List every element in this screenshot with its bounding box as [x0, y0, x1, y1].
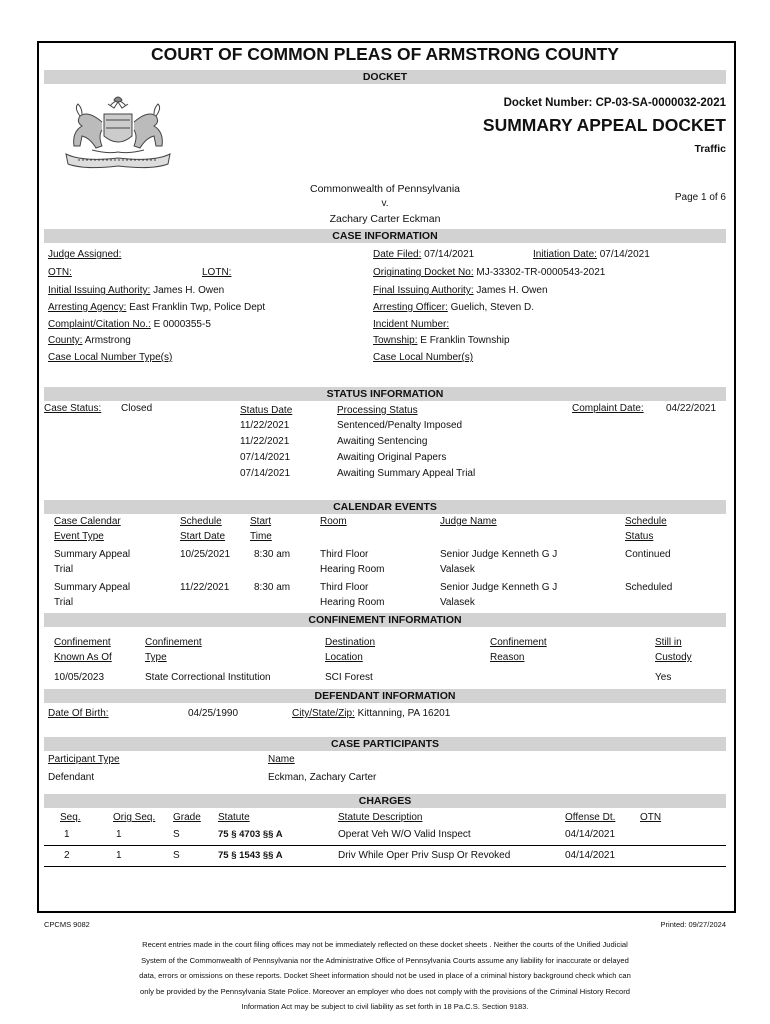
judge-assigned-label: Judge Assigned:: [48, 249, 122, 260]
charge-seq: 2: [64, 850, 70, 861]
initiation-date-label: Initiation Date:: [533, 249, 597, 260]
final-issuing-row: [373, 285, 548, 296]
disclaimer-line: data, errors or omissions on these reports. Docket Sheet information should not be used in place of a criminal history background check which can: [139, 971, 631, 980]
charge-row-divider: [44, 866, 726, 867]
cal-judge-cont: Valasek: [440, 564, 475, 575]
processing-status: Awaiting Original Papers: [337, 452, 447, 463]
arresting-agency-label: Arresting Agency:: [48, 302, 127, 313]
caption-versus: v.: [381, 198, 389, 209]
charge-offense-date: 04/14/2021: [565, 850, 616, 861]
case-status-label: Case Status:: [44, 403, 102, 414]
lotn-label: LOTN:: [202, 267, 232, 278]
participant-type-label: Participant Type: [48, 754, 120, 765]
cal-room-cont: Hearing Room: [320, 564, 385, 575]
charges-header-seq: Seq.: [60, 812, 81, 823]
docket-type: SUMMARY APPEAL DOCKET: [482, 115, 726, 135]
cal-header-room: Room: [320, 516, 347, 527]
disclaimer: [80, 937, 690, 1015]
charge-row-divider: [44, 845, 726, 846]
conf-location: SCI Forest: [325, 672, 373, 683]
conf-header-known-1: Confinement: [54, 637, 111, 648]
form-id: CPCMS 9082: [44, 920, 90, 929]
cal-header-event-type-1: Case Calendar: [54, 516, 121, 527]
conf-header-reason-1: Confinement: [490, 637, 547, 648]
disclaimer-line: only be provided by the Pennsylvania State Police. Moreover an employer who does not comply with the provisions of the Criminal History Record: [139, 986, 631, 996]
arresting-agency-value: East Franklin Twp, Police Dept: [129, 302, 266, 313]
docket-number: Docket Number: CP-03-SA-0000032-2021: [503, 97, 726, 109]
cal-header-start-time-1: Start: [250, 516, 272, 527]
participant-name: Eckman, Zachary Carter: [268, 772, 377, 783]
county-row: [48, 335, 131, 346]
cal-header-status-1: Schedule: [625, 516, 667, 527]
calendar-events-heading: CALENDAR EVENTS: [44, 500, 726, 514]
conf-header-custody-2: Custody: [655, 652, 692, 663]
county-label: County:: [48, 335, 83, 346]
date-filed-label: Date Filed:: [373, 249, 422, 260]
originating-docket-label: Originating Docket No:: [373, 267, 474, 278]
arresting-officer-row: [373, 302, 534, 313]
conf-header-known-2: Known As Of: [54, 652, 112, 663]
complaint-citation-value: E 0000355-5: [153, 319, 211, 330]
cal-start-time: 8:30 am: [254, 582, 291, 593]
charges-header-description: Statute Description: [338, 812, 423, 823]
otn-label: OTN:: [48, 267, 72, 278]
charge-statute: 75 § 4703 §§ A: [218, 829, 283, 840]
case-status-value: Closed: [121, 403, 153, 414]
originating-docket-value: MJ-33302-TR-0000543-2021: [476, 267, 606, 278]
initial-issuing-value: James H. Owen: [153, 285, 225, 296]
conf-header-dest-1: Destination: [325, 637, 376, 648]
cal-judge: Senior Judge Kenneth G J: [440, 549, 558, 560]
township-label: Township:: [373, 335, 418, 346]
confinement-information-heading: CONFINEMENT INFORMATION: [44, 613, 726, 627]
caption-plaintiff: Commonwealth of Pennsylvania: [310, 183, 460, 195]
charge-orig-seq: 1: [116, 829, 122, 840]
final-issuing-value: James H. Owen: [476, 285, 548, 296]
charges-header-otn: OTN: [640, 812, 662, 823]
conf-type: State Correctional Institution: [145, 672, 271, 683]
complaint-citation-label: Complaint/Citation No.:: [48, 319, 151, 330]
arresting-officer-value: Guelich, Steven D.: [450, 302, 534, 313]
charges-heading: CHARGES: [44, 794, 726, 808]
city-state-zip-row: [292, 708, 450, 719]
cal-header-judge: Judge Name: [440, 516, 497, 527]
cal-header-status-2: Status: [625, 531, 654, 542]
case-information-heading: CASE INFORMATION: [44, 229, 726, 243]
cal-room-cont: Hearing Room: [320, 597, 385, 608]
conf-header-type-2: Type: [145, 652, 167, 663]
initial-issuing-row: [48, 285, 224, 296]
charges-header-orig-seq: Orig Seq.: [113, 812, 156, 823]
dob-value: 04/25/1990: [188, 708, 239, 719]
incident-number-label: Incident Number:: [373, 319, 450, 330]
county-value: Armstrong: [84, 335, 131, 346]
cal-header-start-date-2: Start Date: [180, 531, 226, 542]
docket-category: Traffic: [694, 143, 726, 155]
cal-event-type-cont: Trial: [54, 597, 74, 608]
initiation-date-value: 07/14/2021: [599, 249, 650, 260]
status-date: 11/22/2021: [240, 420, 290, 431]
complaint-date-label: Complaint Date:: [572, 403, 644, 414]
initiation-date-row: [533, 249, 650, 260]
case-local-type-label: Case Local Number Type(s): [48, 352, 173, 363]
cal-event-type: Summary Appeal: [54, 582, 131, 593]
printed-date: Printed: 09/27/2024: [660, 920, 726, 929]
cal-start-time: 8:30 am: [254, 549, 291, 560]
township-value: E Franklin Township: [420, 335, 510, 346]
conf-header-reason-2: Reason: [490, 652, 525, 663]
disclaimer-line: Information Act may be subject to civil liability as set forth in 18 Pa.C.S. Section 9183.: [241, 1002, 529, 1011]
initial-issuing-label: Initial Issuing Authority:: [48, 285, 151, 296]
charge-grade: S: [173, 850, 180, 861]
conf-header-type-1: Confinement: [145, 637, 202, 648]
originating-docket-row: [373, 267, 605, 278]
complaint-citation-row: [48, 319, 211, 330]
charges-header-statute: Statute: [218, 812, 250, 823]
processing-status: Awaiting Summary Appeal Trial: [337, 468, 476, 479]
charge-grade: S: [173, 829, 180, 840]
charges-header-grade: Grade: [173, 812, 201, 823]
docket-bar: DOCKET: [44, 70, 726, 84]
cal-header-start-time-2: Time: [250, 531, 272, 542]
cal-header-event-type-2: Event Type: [54, 531, 104, 542]
defendant-information-heading: DEFENDANT INFORMATION: [44, 689, 726, 703]
disclaimer-line: System of the Commonwealth of Pennsylvania nor the Administrative Office of Pennsylvania Courts assume any liability for inaccurate or delayed: [141, 955, 629, 965]
processing-status-label: Processing Status: [337, 405, 418, 416]
cal-status: Scheduled: [625, 582, 673, 593]
participant-type: Defendant: [48, 772, 95, 783]
status-information-heading: STATUS INFORMATION: [44, 387, 726, 401]
pennsylvania-seal-image: [52, 92, 184, 178]
status-date: 07/14/2021: [240, 452, 291, 463]
cal-room: Third Floor: [320, 582, 369, 593]
status-date-label: Status Date: [240, 405, 293, 416]
charge-offense-date: 04/14/2021: [565, 829, 616, 840]
conf-known: 10/05/2023: [54, 672, 105, 683]
disclaimer-line: Recent entries made in the court filing offices may not be immediately reflected on these docket sheets . Neither the courts of the Unified Judicial: [142, 940, 628, 949]
caption-defendant: Zachary Carter Eckman: [329, 213, 441, 225]
conf-header-custody-1: Still in: [655, 637, 682, 648]
charge-description: Operat Veh W/O Valid Inspect: [338, 829, 471, 840]
participant-name-label: Name: [268, 754, 295, 765]
cal-start-date: 11/22/2021: [180, 582, 230, 593]
charge-seq: 1: [64, 829, 70, 840]
page-label: Page 1 of 6: [674, 192, 726, 203]
final-issuing-label: Final Issuing Authority:: [373, 285, 474, 296]
cal-judge-cont: Valasek: [440, 597, 475, 608]
case-local-number-label: Case Local Number(s): [373, 352, 474, 363]
status-date: 07/14/2021: [240, 468, 291, 479]
status-date: 11/22/2021: [240, 436, 290, 447]
cal-room: Third Floor: [320, 549, 369, 560]
cal-status: Continued: [625, 549, 671, 560]
city-state-zip-value: Kittanning, PA 16201: [357, 708, 451, 719]
cal-start-date: 10/25/2021: [180, 549, 231, 560]
processing-status: Awaiting Sentencing: [337, 436, 428, 447]
cal-event-type-cont: Trial: [54, 564, 74, 575]
cal-event-type: Summary Appeal: [54, 549, 131, 560]
township-row: [373, 335, 510, 346]
arresting-officer-label: Arresting Officer:: [373, 302, 448, 313]
arresting-agency-row: [48, 302, 265, 313]
charges-header-offense-dt: Offense Dt.: [565, 812, 616, 823]
court-title: COURT OF COMMON PLEAS OF ARMSTRONG COUNTY: [151, 44, 619, 64]
case-participants-heading: CASE PARTICIPANTS: [44, 737, 726, 751]
cal-header-start-date-1: Schedule: [180, 516, 222, 527]
complaint-date-value: 04/22/2021: [666, 403, 717, 414]
date-filed-value: 07/14/2021: [424, 249, 475, 260]
conf-header-dest-2: Location: [325, 652, 363, 663]
conf-custody: Yes: [655, 672, 672, 683]
cal-judge: Senior Judge Kenneth G J: [440, 582, 558, 593]
processing-status: Sentenced/Penalty Imposed: [337, 420, 463, 431]
charge-orig-seq: 1: [116, 850, 122, 861]
city-state-zip-label: City/State/Zip:: [292, 708, 355, 719]
dob-label: Date Of Birth:: [48, 708, 109, 719]
charge-description: Driv While Oper Priv Susp Or Revoked: [338, 850, 511, 861]
charge-statute: 75 § 1543 §§ A: [218, 850, 283, 861]
date-filed-row: [373, 249, 474, 260]
